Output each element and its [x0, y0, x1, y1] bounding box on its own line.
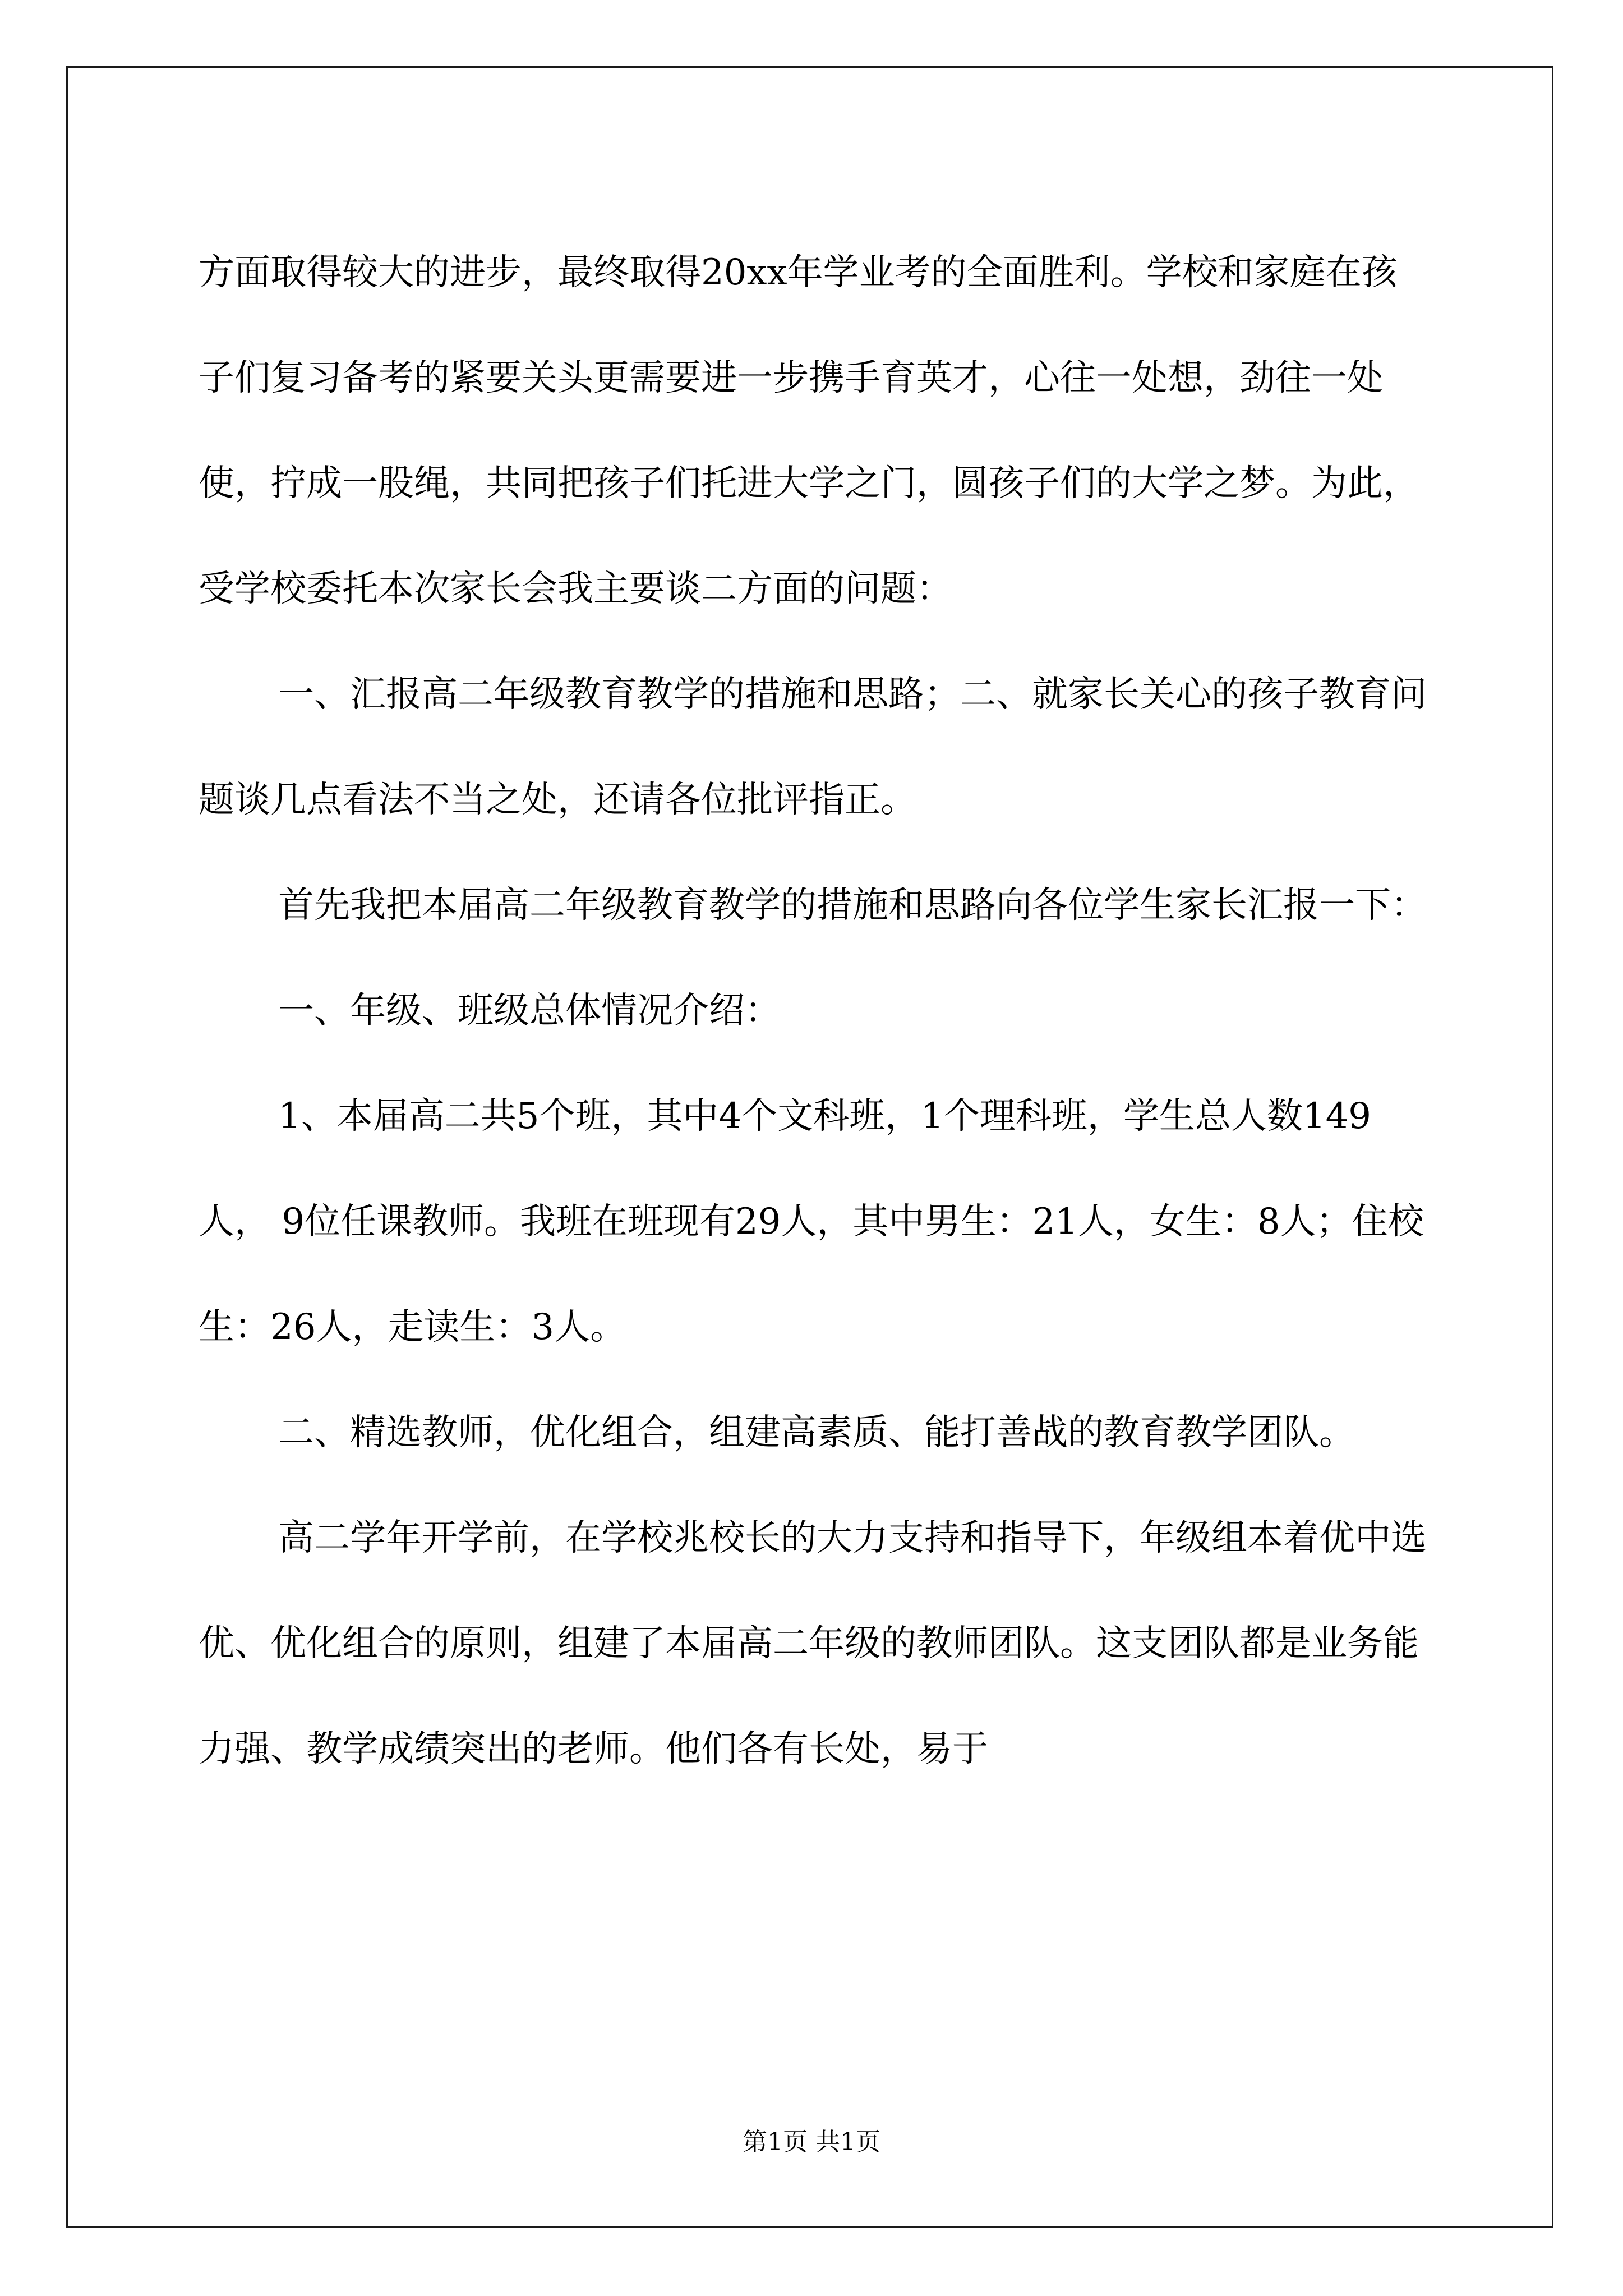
- paragraph-3: 首先我把本届高二年级教育教学的措施和思路向各位学生家长汇报一下：: [278, 885, 1427, 926]
- paragraph-5: 1、本届高二共5个班，其中4个文科班，1个理科班，学生总人数149人， 9位任课教师。我班在班现有29人，其中男生：21人，女生：8人；住校生：26人，走读生：3人。: [199, 1096, 1424, 1348]
- paragraph-1: 方面取得较大的进步，最终取得20xx年学业考的全面胜利。学校和家庭在孩子们复习备考的紧要关头更需要进一步携手育英才，心往一处想，劲往一处使，拧成一股绳，共同把孩子们托进大学之门，圆孩子们的大学之梦。为此，受学校委托本次家长会我主要谈二方面的问题：: [199, 252, 1419, 610]
- paragraph-6: 二、精选教师，优化组合，组建高素质、能打善战的教育教学团队。: [278, 1412, 1355, 1453]
- paragraph-4: 一、年级、班级总体情况介绍：: [278, 990, 781, 1032]
- document-body: [199, 220, 1430, 1802]
- page-number-footer: 第1页 共1页: [743, 2128, 880, 2156]
- paragraph-2: 一、汇报高二年级教育教学的措施和思路；二、就家长关心的孩子教育问题谈几点看法不当之处，还请各位批评指正。: [199, 674, 1427, 821]
- paragraph-7: 高二学年开学前，在学校兆校长的大力支持和指导下，年级组本着优中选优、优化组合的原则，组建了本届高二年级的教师团队。这支团队都是业务能力强、教学成绩突出的老师。他们各有长处，易于: [199, 1517, 1427, 1770]
